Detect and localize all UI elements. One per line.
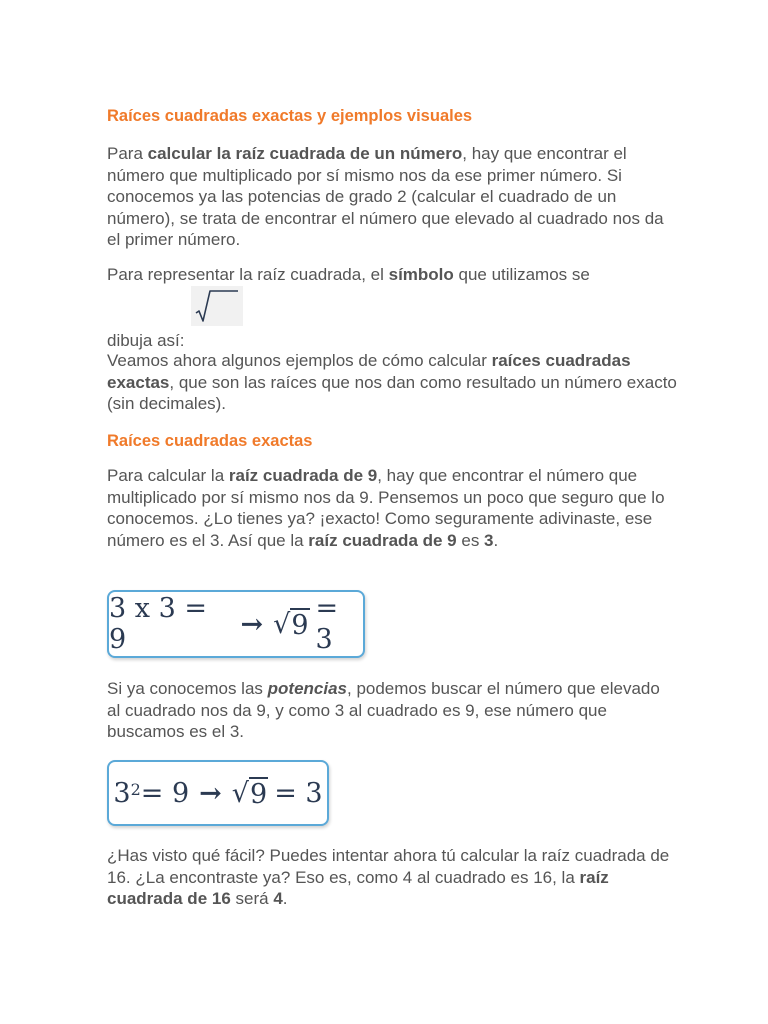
equation-power bbox=[107, 760, 329, 826]
text: Para representar la raíz cuadrada, el bbox=[107, 265, 389, 284]
text: , que son las raíces que nos dan como resultado un número exacto (sin decimales). bbox=[107, 372, 677, 413]
radicand: 9 bbox=[250, 778, 268, 810]
text: dibuja así: bbox=[107, 331, 185, 350]
text: Para calcular la bbox=[107, 466, 229, 485]
text: . bbox=[493, 530, 499, 550]
radical-sign: √ bbox=[231, 777, 250, 809]
bold-text: raíz cuadrada de 16 bbox=[107, 867, 609, 908]
text: Si ya conocemos las bbox=[107, 679, 268, 698]
paragraph-intro bbox=[107, 143, 677, 251]
paragraph-symbol bbox=[107, 264, 677, 286]
equation-lhs: = 9 bbox=[140, 777, 190, 809]
text: Para bbox=[107, 144, 148, 163]
paragraph-examples-intro bbox=[107, 350, 677, 415]
paragraph-root-of-9 bbox=[107, 465, 677, 551]
arrow-icon: → bbox=[240, 608, 264, 640]
text: ¿Has visto qué fácil? Puedes intentar ahora tú calcular la raíz cuadrada de 16. ¿La encontraste ya? Eso es, como 4 al cuadrado es 16, la bbox=[107, 846, 670, 887]
bold-text: raíces cuadradas exactas bbox=[107, 351, 631, 392]
bold-text: símbolo bbox=[388, 265, 454, 284]
bold-text: calcular la raíz cuadrada de un número bbox=[147, 144, 463, 163]
power-base: 3 bbox=[113, 777, 131, 809]
square-root-icon bbox=[191, 286, 243, 326]
radical-sign: √ bbox=[273, 608, 291, 640]
text: . bbox=[282, 889, 288, 908]
text: será bbox=[230, 889, 274, 908]
equation-rhs: = 3 bbox=[274, 777, 323, 809]
text: , hay que encontrar el número que multiplicado por sí mismo nos da 9. Pensemos un poco que seguro que lo conocemos. ¿Lo tienes ya? ¡exacto! Como seguramente adivinaste, ese número es el 3. Así que la bbox=[107, 466, 665, 550]
paragraph-root-of-16 bbox=[107, 845, 677, 910]
paragraph-powers bbox=[107, 678, 677, 743]
symbol-line bbox=[107, 286, 243, 350]
bold-text: raíz cuadrada de 9 bbox=[308, 530, 457, 550]
text: , podemos buscar el número que elevado al cuadrado nos da 9, y como 3 al cuadrado es 9, ese número que buscamos es el 3. bbox=[107, 679, 660, 741]
text: Veamos ahora algunos ejemplos de cómo calcular bbox=[107, 351, 492, 370]
equation-multiplication bbox=[107, 590, 365, 658]
bold-text: raíz cuadrada de 9 bbox=[228, 466, 378, 485]
arrow-icon: → bbox=[199, 777, 222, 809]
bold-italic-text: potencias bbox=[267, 679, 347, 698]
bold-text: 3 bbox=[484, 530, 494, 550]
text: es bbox=[456, 530, 485, 550]
text: , hay que encontrar el número que multiplicado por sí mismo nos da ese primer número. Si conocemos ya las potencias de grado 2 (calcular el cuadrado de un número), se trata de encontrar el número que elevado al cuadrado nos da el primer número. bbox=[107, 144, 664, 249]
equation-lhs: 3 x 3 = 9 bbox=[109, 593, 207, 655]
text: que utilizamos se bbox=[453, 265, 590, 284]
power-exponent: 2 bbox=[130, 779, 141, 799]
equation-rhs: = 3 bbox=[315, 593, 339, 655]
square-root-symbol-image bbox=[191, 286, 243, 326]
bold-text: 4 bbox=[273, 889, 283, 908]
section-heading-main: Raíces cuadradas exactas y ejemplos visuales bbox=[107, 107, 473, 125]
radicand: 9 bbox=[291, 609, 309, 641]
section-heading-exact-roots: Raíces cuadradas exactas bbox=[107, 432, 313, 450]
